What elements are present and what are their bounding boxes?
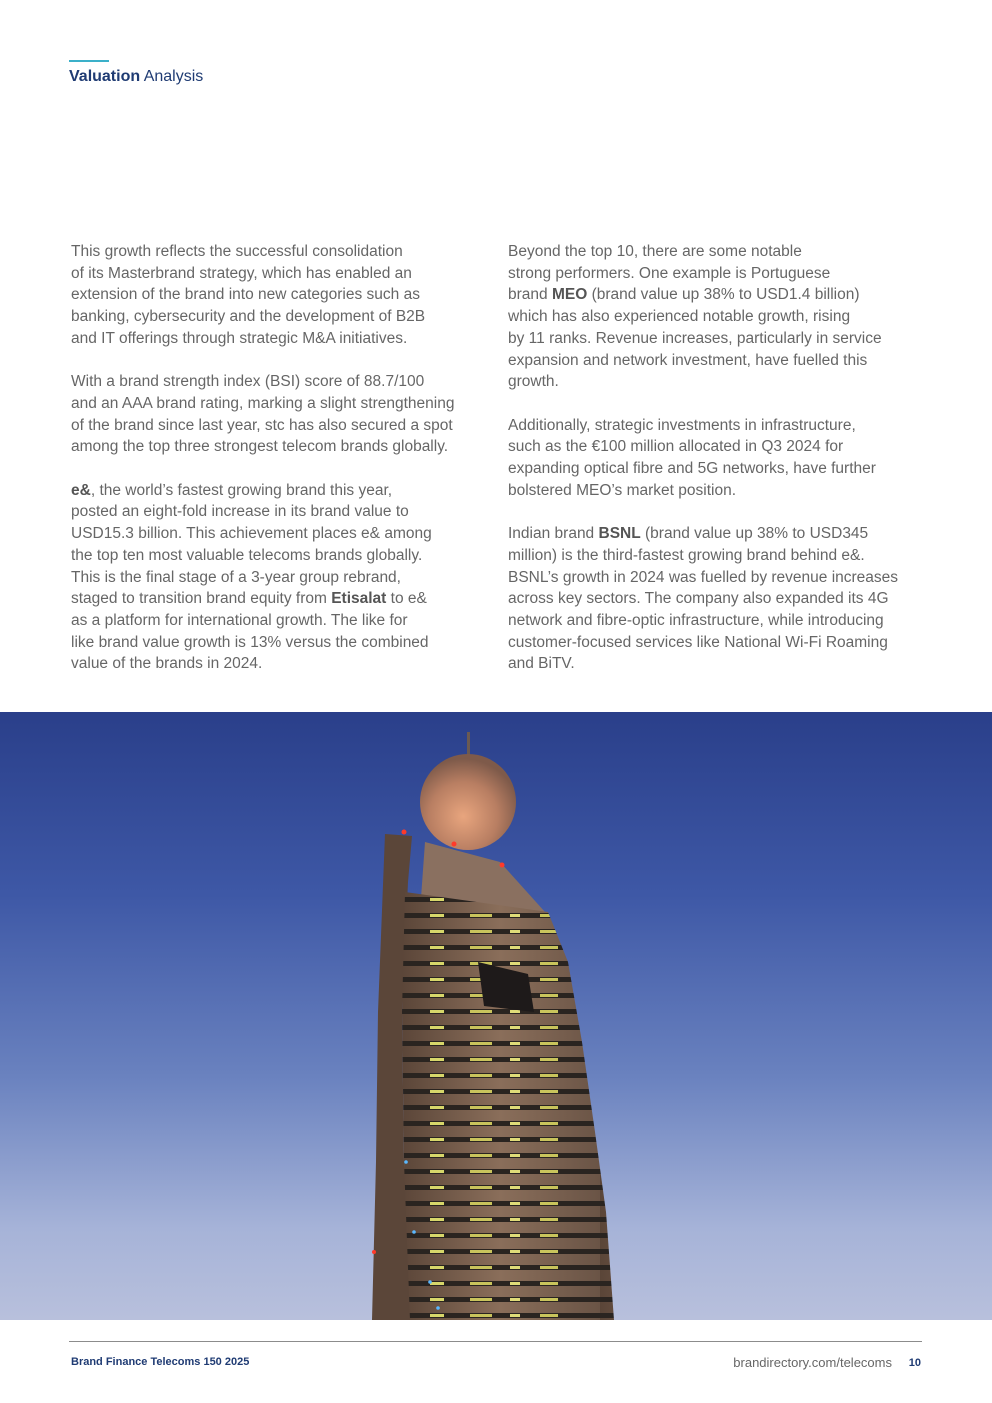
blue-light (412, 1230, 416, 1234)
text-line: like brand value growth is 13% versus the combined (71, 633, 429, 651)
text-line: the top ten most valuable telecoms brands globally. (71, 546, 423, 564)
text-fragment: to e& (386, 590, 427, 608)
text-line: Beyond the top 10, there are some notable (508, 243, 802, 260)
blue-light (428, 1280, 432, 1284)
text-line (508, 284, 928, 306)
aviation-light (402, 830, 407, 835)
tower-sphere (420, 754, 516, 850)
text-line: expansion and network investment, have fuelled this (508, 351, 868, 369)
text-line: posted an eight-fold increase in its brand value to (71, 503, 409, 521)
text-line: strong performers. One example is Portuguese (508, 264, 831, 282)
aviation-light (500, 863, 505, 868)
text-line (71, 480, 491, 502)
footer-url-link[interactable]: brandirectory.com/telecoms (733, 1355, 892, 1370)
text-line: and BiTV. (508, 655, 575, 673)
text-line (508, 523, 928, 545)
aviation-light (452, 842, 457, 847)
tower-body (402, 892, 614, 1320)
text-line: million) is the third-fastest growing brand behind e&. (508, 546, 865, 564)
paragraph-meo-investment (508, 415, 928, 502)
paragraph-bsnl (508, 523, 928, 675)
brand-name-e-and: e& (71, 481, 91, 499)
right-text-column (508, 241, 928, 697)
text-fragment: (brand value up 38% to USD345 (640, 525, 869, 543)
paragraph-bsi (71, 371, 491, 458)
text-line: Additionally, strategic investments in infrastructure, (508, 416, 856, 434)
text-line: This growth reflects the successful consolidation (71, 243, 403, 260)
footer-divider (69, 1341, 922, 1342)
text-line: banking, cybersecurity and the development of B2B (71, 308, 426, 326)
text-line: With a brand strength index (BSI) score of 88.7/100 (71, 373, 425, 391)
text-line: among the top three strongest telecom brands globally. (71, 438, 449, 456)
text-line: and an AAA brand rating, marking a slight strengthening (71, 394, 455, 412)
section-title (69, 68, 203, 86)
text-line: expanding optical fibre and 5G networks, have further (508, 460, 876, 478)
blue-light (404, 1160, 408, 1164)
text-fragment: brand (508, 286, 552, 304)
text-line: as a platform for international growth. The like for (71, 611, 408, 629)
header-accent-rule (69, 60, 109, 62)
paragraph-masterbrand (71, 241, 491, 350)
paragraph-e-and (71, 480, 491, 675)
blue-light (436, 1306, 440, 1310)
brand-name-etisalat: Etisalat (331, 590, 387, 608)
section-title-bold: Valuation (69, 68, 141, 85)
text-line: by 11 ranks. Revenue increases, particularly in service (508, 329, 882, 347)
etisalat-tower-illustration (0, 712, 992, 1320)
page-number: 10 (908, 1357, 921, 1369)
section-title-rest: Analysis (140, 68, 204, 85)
brand-name-bsnl: BSNL (598, 525, 641, 543)
text-line: growth. (508, 373, 559, 391)
brand-name-meo: MEO (551, 286, 588, 304)
text-line: network and fibre-optic infrastructure, while introducing (508, 611, 884, 629)
text-fragment: Indian brand (508, 525, 599, 543)
footer-publication: Brand Finance Telecoms 150 2025 (71, 1356, 250, 1368)
text-line: of its Masterbrand strategy, which has enabled an (71, 264, 412, 282)
text-fragment: staged to transition brand equity from (71, 590, 332, 608)
text-line: value of the brands in 2024. (71, 655, 263, 673)
text-line: such as the €100 million allocated in Q3 2024 for (508, 438, 844, 456)
text-fragment: , the world’s fastest growing brand this year, (90, 481, 393, 499)
text-line: USD15.3 billion. This achievement places e& among (71, 525, 432, 543)
text-line: and IT offerings through strategic M&A initiatives. (71, 329, 408, 347)
text-fragment: (brand value up 38% to USD1.4 billion) (587, 286, 860, 304)
text-line: bolstered MEO’s market position. (508, 481, 737, 499)
left-text-column (71, 241, 491, 697)
text-line: extension of the brand into new categories such as (71, 286, 420, 304)
paragraph-meo (508, 241, 928, 393)
text-line (71, 588, 491, 610)
text-line: of the brand since last year, stc has also secured a spot (71, 416, 453, 434)
text-line: This is the final stage of a 3-year group rebrand, (71, 568, 401, 586)
text-line: BSNL’s growth in 2024 was fuelled by revenue increases (508, 568, 899, 586)
text-line: customer-focused services like National Wi-Fi Roaming (508, 633, 888, 651)
aviation-light (372, 1250, 376, 1254)
text-line: which has also experienced notable growth, rising (508, 308, 851, 326)
text-line: across key sectors. The company also expanded its 4G (508, 590, 889, 608)
tower-photo (0, 712, 992, 1320)
